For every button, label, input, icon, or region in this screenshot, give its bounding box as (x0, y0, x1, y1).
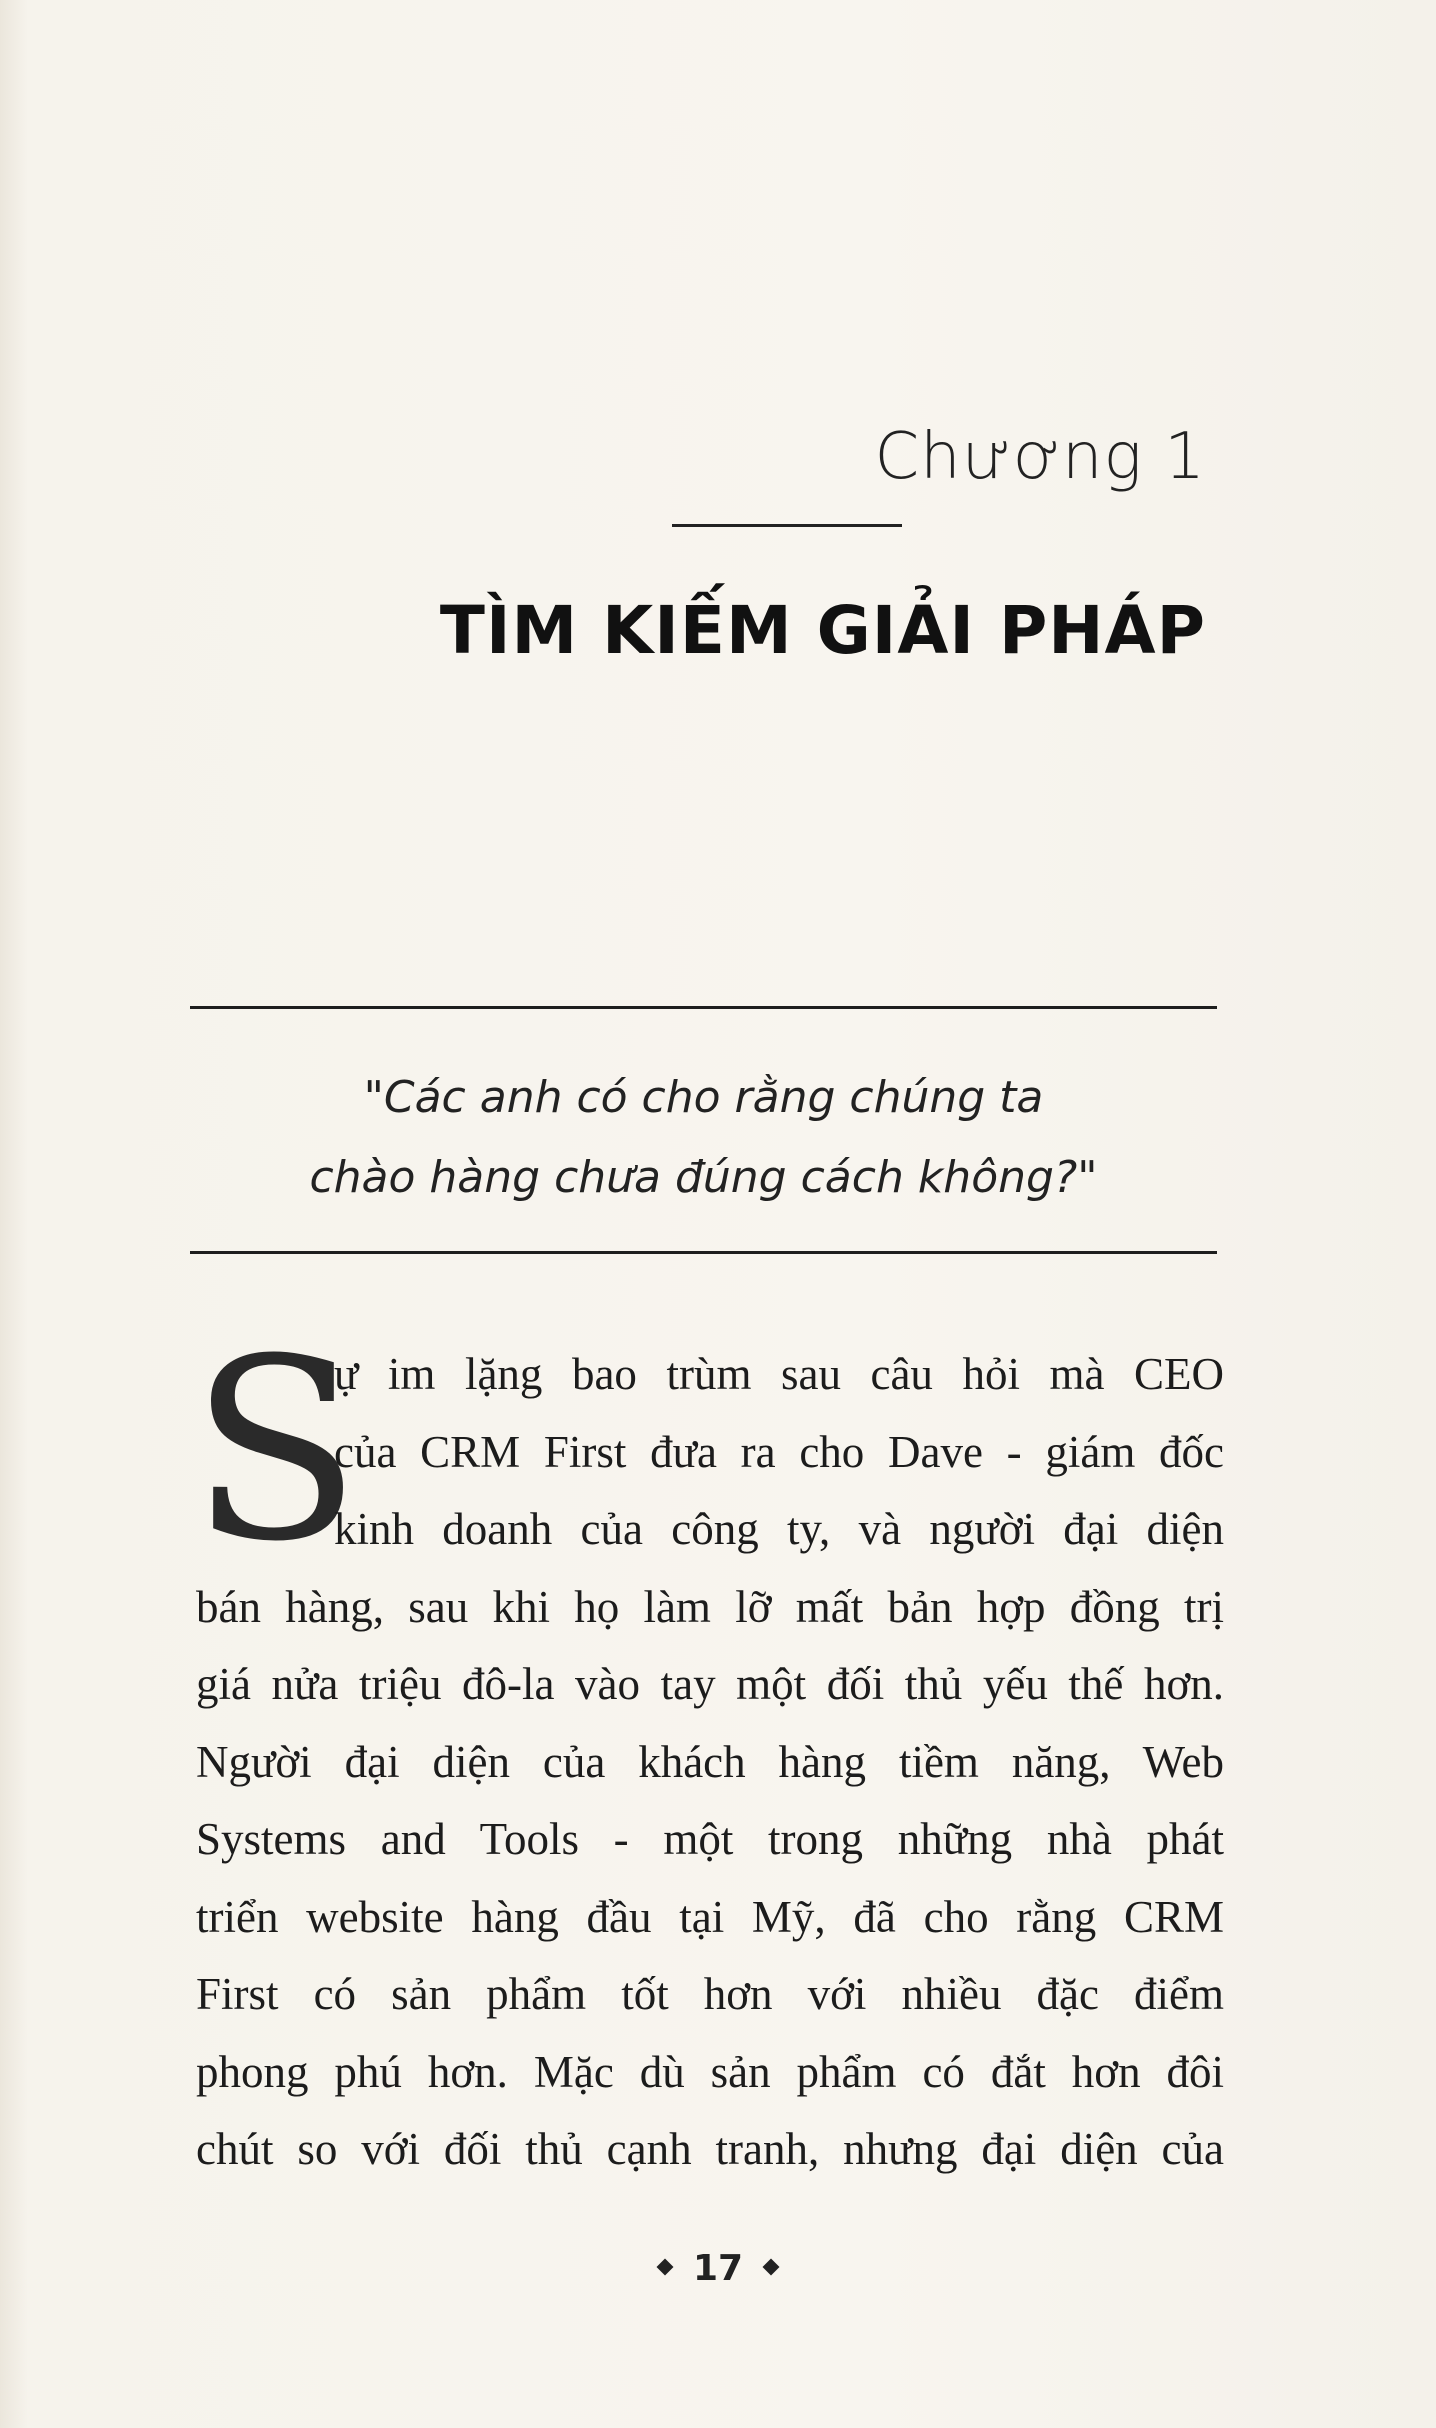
chapter-label: Chương 1 (874, 420, 1206, 494)
body-line: chút so với đối thủ cạnh tranh, nhưng đại diện của (196, 2124, 1224, 2174)
epigraph-top-rule (190, 1006, 1217, 1009)
epigraph-line-1: "Các anh có cho rằng chúng ta (363, 1072, 1044, 1123)
body-line: phong phú hơn. Mặc dù sản phẩm có đắt hơn đôi (196, 2046, 1224, 2097)
body-line: Người đại diện của khách hàng tiềm năng, Web (196, 1736, 1224, 1787)
body-line: triển website hàng đầu tại Mỹ, đã cho rằng CRM (196, 1891, 1224, 1942)
body-line: kinh doanh của công ty, và người đại diện (334, 1504, 1224, 1554)
body-line: giá nửa triệu đô-la vào tay một đối thủ yếu thế hơn. (196, 1659, 1224, 1709)
body-line: Systems and Tools - một trong những nhà phát (196, 1814, 1224, 1864)
epigraph (190, 1058, 1217, 1218)
diamond-ornament-right (763, 2259, 780, 2276)
epigraph-line-2: chào hàng chưa đúng cách không?" (309, 1152, 1098, 1203)
body-line: ự im lặng bao trùm sau câu hỏi mà CEO (334, 1349, 1224, 1399)
page-number: 17 (692, 2248, 744, 2289)
diamond-ornament-left (656, 2259, 673, 2276)
body-paragraph (196, 1336, 1224, 2189)
drop-cap-letter: S (190, 1305, 362, 1596)
chapter-underline (672, 524, 902, 527)
body-line: của CRM First đưa ra cho Dave - giám đốc (334, 1426, 1224, 1477)
body-line: First có sản phẩm tốt hơn với nhiều đặc điểm (196, 1969, 1224, 2019)
epigraph-bottom-rule (190, 1251, 1217, 1254)
body-line: bán hàng, sau khi họ làm lỡ mất bản hợp đồng trị (196, 1581, 1224, 1632)
chapter-title: TÌM KIẾM GIẢI PHÁP (439, 592, 1206, 669)
page-number-footer (0, 2248, 1436, 2289)
